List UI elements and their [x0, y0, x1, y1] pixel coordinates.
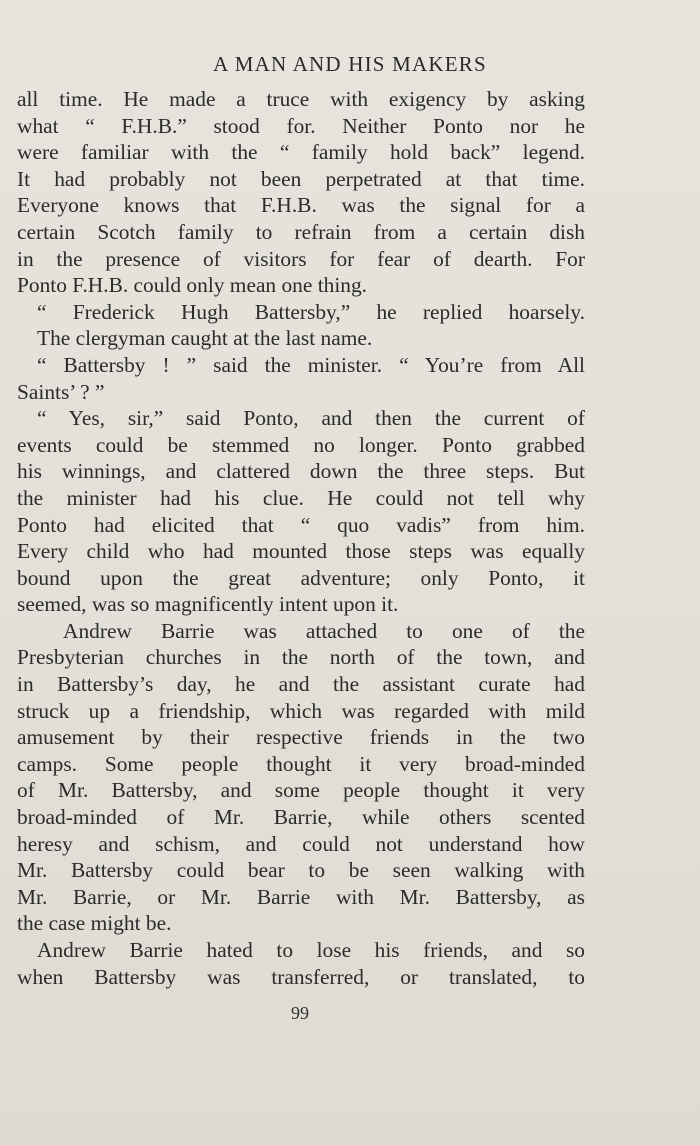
text-line: of Mr. Battersby, and some people thought it very — [17, 778, 585, 803]
text-line: when Battersby was transferred, or translated, to — [17, 964, 585, 989]
text-line: amusement by their respective friends in the two — [17, 725, 585, 750]
text-line: Presbyterian churches in the north of the town, and — [17, 645, 585, 670]
page-number: 99 — [291, 1003, 309, 1023]
text-line: Andrew Barrie was attached to one of the — [63, 618, 585, 643]
text-line: “ Frederick Hugh Battersby,” he replied hoarsely. — [37, 299, 585, 324]
text-line: camps. Some people thought it very broad-minded — [17, 751, 585, 776]
text-line: in the presence of visitors for fear of dearth. For — [17, 246, 585, 271]
text-line: bound upon the great adventure; only Ponto, it — [17, 565, 585, 590]
text-line: The clergyman caught at the last name. — [37, 326, 373, 351]
body-text — [17, 86, 585, 990]
text-line: the minister had his clue. He could not tell why — [17, 485, 585, 510]
running-head: A MAN AND HIS MAKERS — [213, 52, 487, 76]
text-line: all time. He made a truce with exigency by asking — [17, 87, 585, 111]
text-line: were familiar with the “ family hold back” legend. — [17, 140, 585, 165]
text-line: It had probably not been perpetrated at that time. — [17, 166, 585, 191]
text-line: Ponto had elicited that “ quo vadis” from him. — [17, 512, 585, 537]
text-line: seemed, was so magnificently intent upon it. — [17, 592, 399, 617]
text-line: certain Scotch family to refrain from a certain dish — [17, 219, 585, 244]
text-line: his winnings, and clattered down the three steps. But — [17, 459, 585, 484]
text-line: Every child who had mounted those steps was equally — [17, 539, 585, 564]
text-line: Mr. Barrie, or Mr. Barrie with Mr. Battersby, as — [17, 884, 585, 909]
text-line: “ Yes, sir,” said Ponto, and then the current of — [37, 406, 585, 431]
text-line: broad-minded of Mr. Barrie, while others scented — [17, 805, 585, 830]
text-line: events could be stemmed no longer. Ponto grabbed — [17, 432, 585, 457]
text-line: Ponto F.H.B. could only mean one thing. — [17, 273, 368, 298]
text-line: in Battersby’s day, he and the assistant curate had — [17, 672, 585, 697]
text-line: “ Battersby ! ” said the minister. “ You’re from All — [37, 352, 585, 377]
text-line: struck up a friendship, which was regarded with mild — [17, 698, 585, 723]
text-line: Andrew Barrie hated to lose his friends, and so — [37, 938, 585, 962]
text-line: heresy and schism, and could not understand how — [17, 831, 585, 856]
text-line: Saints’ ? ” — [17, 379, 105, 404]
text-line: what “ F.H.B.” stood for. Neither Ponto nor he — [17, 113, 585, 138]
text-line: the case might be. — [17, 911, 172, 936]
text-line: Everyone knows that F.H.B. was the signal for a — [17, 193, 585, 218]
text-line: Mr. Battersby could bear to be seen walking with — [17, 858, 585, 883]
